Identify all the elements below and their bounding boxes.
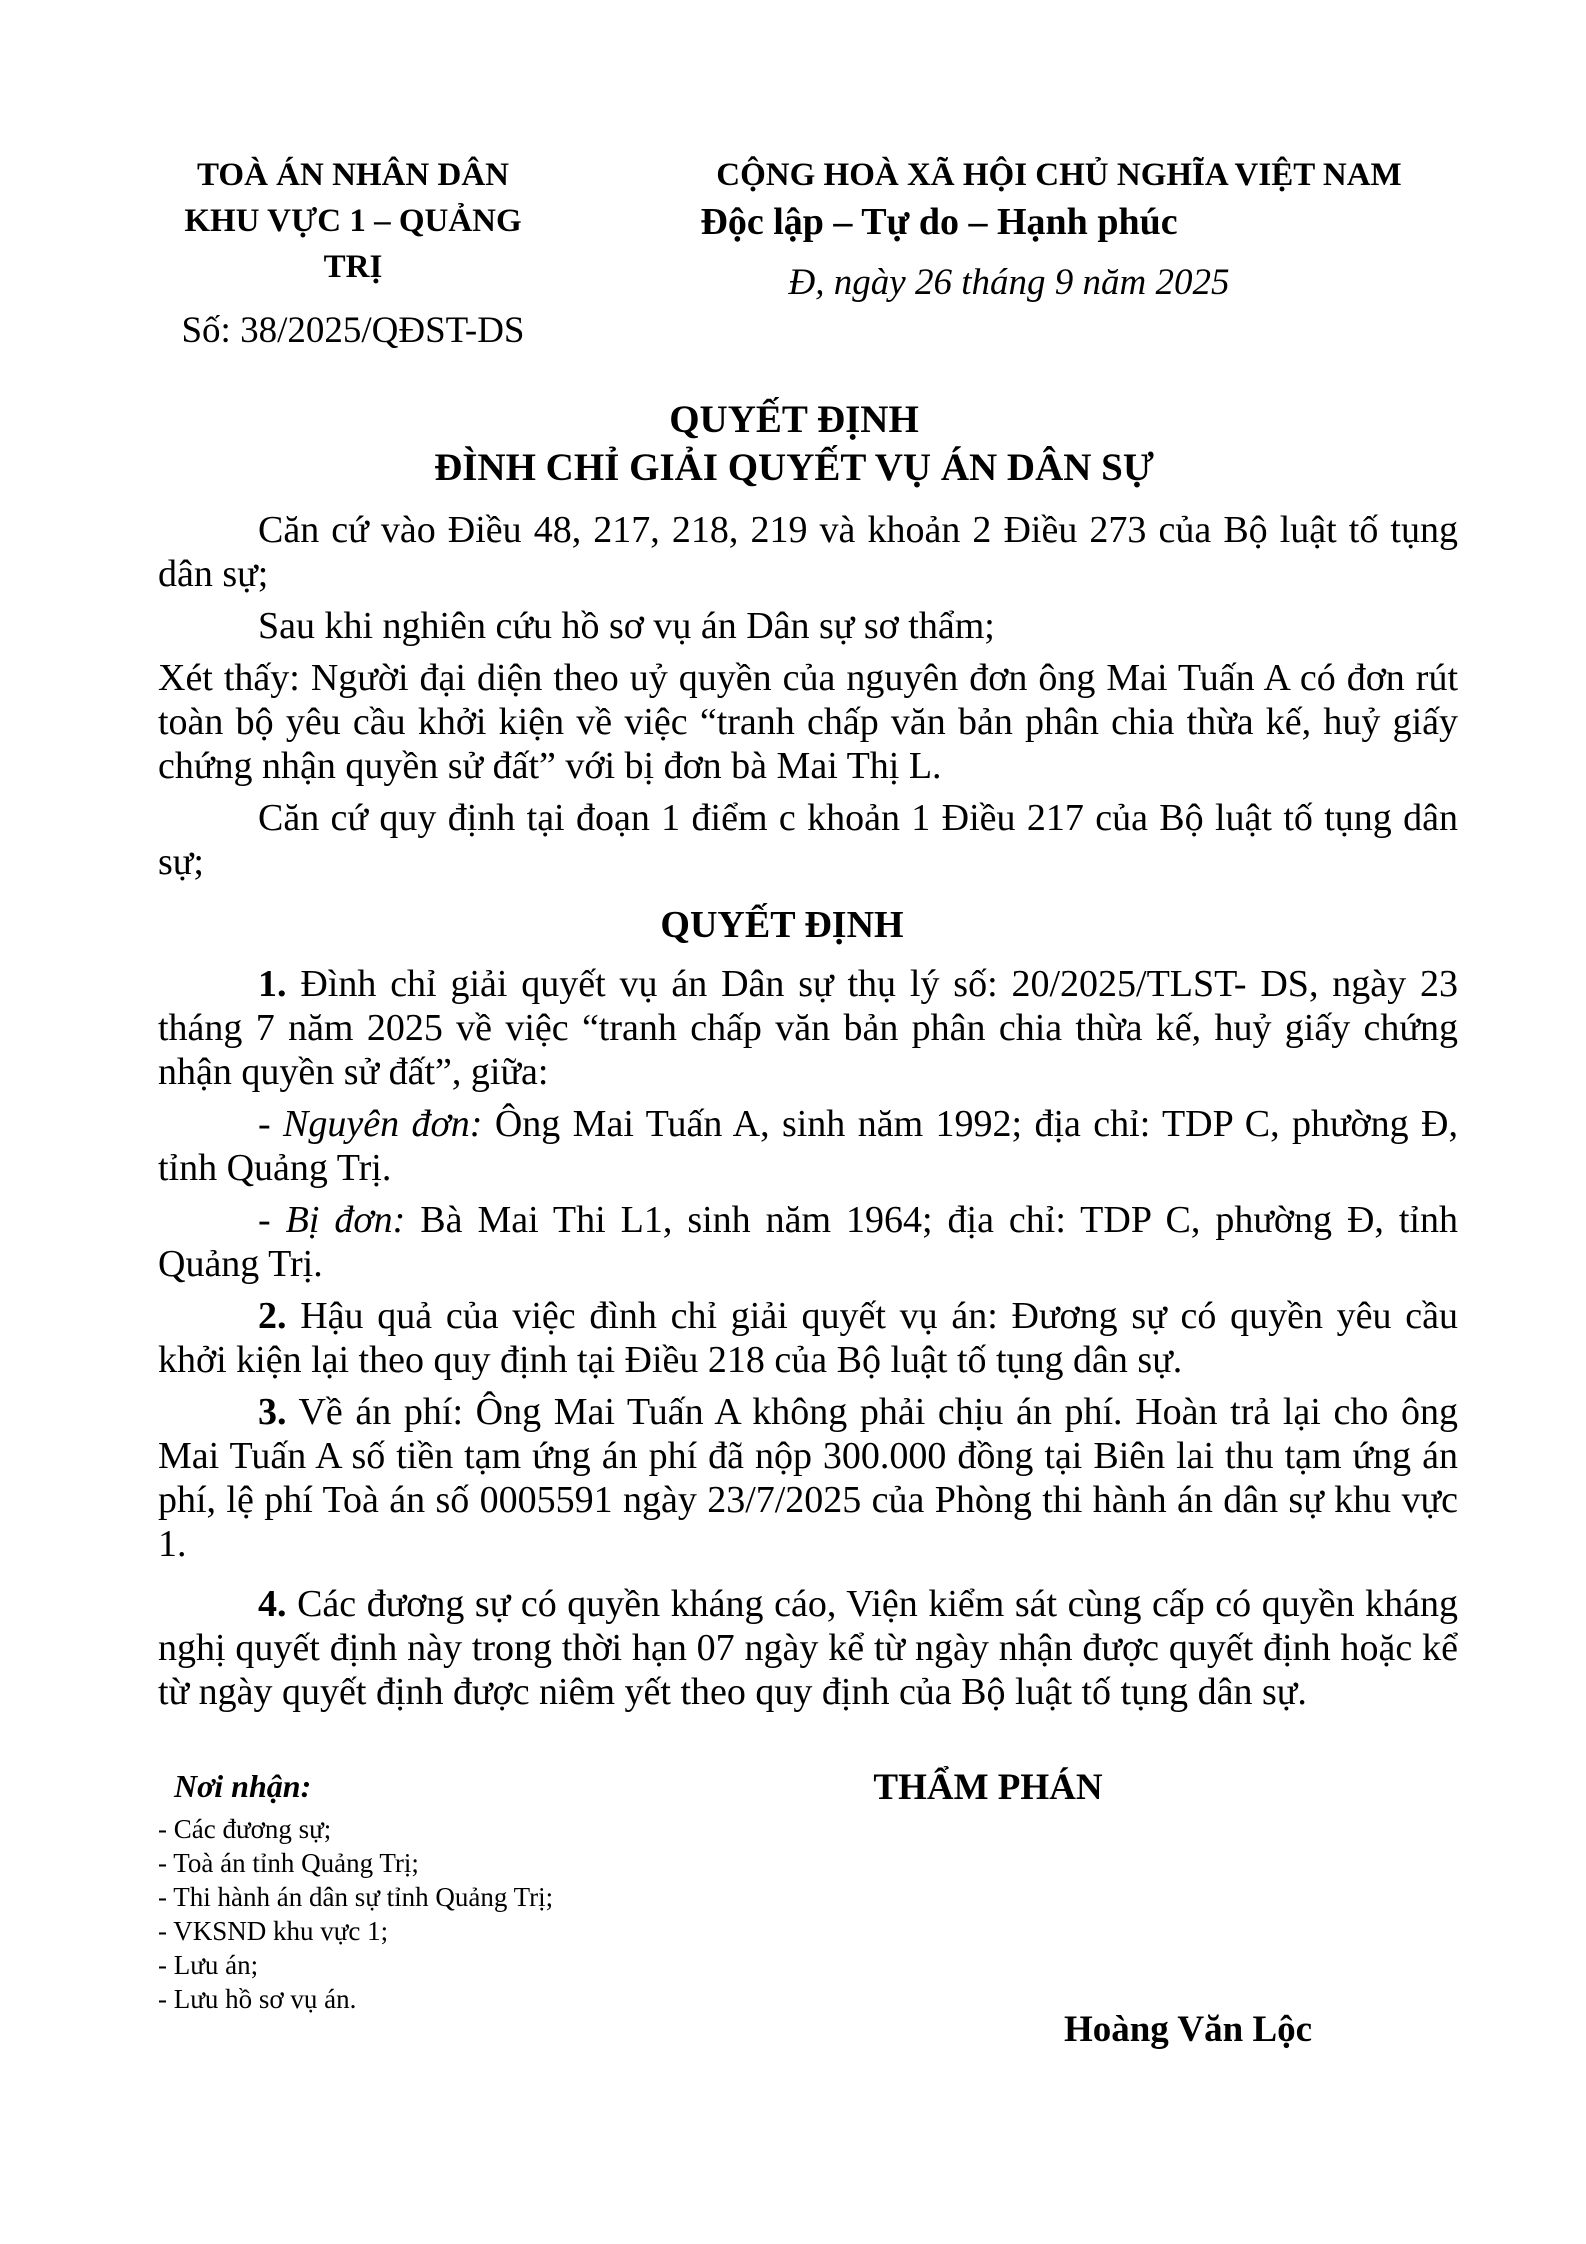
place-date-line: Đ, ngày 26 tháng 9 năm 2025 [788,262,1230,303]
decision-3-number: 3. [258,1391,287,1433]
recipient-item-6: - Lưu hồ sơ vụ án. [158,1984,357,2014]
recipient-item-4: - VKSND khu vực 1; [158,1916,389,1946]
plaintiff-dash: - [258,1103,271,1145]
paragraph-defendant [158,1198,1458,1286]
document-title-line2: ĐÌNH CHỈ GIẢI QUYẾT VỤ ÁN DÂN SỰ [434,446,1154,489]
paragraph-decision-2 [158,1294,1458,1382]
document-body [158,508,1458,1714]
decision-2-text: Hậu quả của việc đình chỉ giải quyết vụ án: Đương sự có quyền yêu cầu khởi kiện lại theo quy định tại Điều 218 của Bộ luật tố tụng dân sự. [158,1295,1459,1381]
document-number: Số: 38/2025/QĐST-DS [181,310,525,351]
decision-section-heading: QUYẾT ĐỊNH [660,904,904,946]
decision-3-text: Về án phí: Ông Mai Tuấn A không phải chịu án phí. Hoàn trả lại cho ông Mai Tuấn A số tiền tạm ứng án phí đã nộp 300.000 đồng tại Biên lai thu tạm ứng án phí, lệ phí Toà án số 0005591 ngày 23/7/2025 của Phòng thi hành án dân sự khu vực 1. [158,1391,1458,1565]
recipient-item-1: - Các đương sự; [158,1814,332,1844]
document-title-line1: QUYẾT ĐỊNH [669,398,919,441]
recipient-item-2: - Toà án tỉnh Quảng Trị; [158,1848,419,1878]
recipient-item-3: - Thi hành án dân sự tỉnh Quảng Trị; [158,1882,554,1912]
plaintiff-label: Nguyên đơn: [283,1103,483,1145]
recipients-label: Nơi nhận: [174,1768,312,1804]
decision-2-number: 2. [258,1295,287,1337]
defendant-label: Bị đơn: [285,1199,406,1241]
decision-1-number: 1. [258,963,287,1005]
document-footer [158,1766,1458,2096]
paragraph-findings: Xét thấy: Người đại diện theo uỷ quyền của nguyên đơn ông Mai Tuấn A có đơn rút toàn bộ yêu cầu khởi kiện về việc “tranh chấp văn bản phân chia thừa kế, huỷ giấy chứng nhận quyền sử đất” với bị đơn bà Mai Thị L. [158,657,1458,787]
national-motto-block [660,152,1458,306]
paragraph-legal-reference: Căn cứ quy định tại đoạn 1 điểm c khoản 1 Điều 217 của Bộ luật tố tụng dân sự; [158,797,1458,883]
recipients-list [158,1812,1458,2016]
document-title [144,396,1444,492]
recipient-item-5: - Lưu án; [158,1950,259,1980]
decision-4-number: 4. [258,1583,287,1625]
paragraph-decision-4 [158,1582,1458,1714]
judge-signature-name: Hoàng Văn Lộc [1063,2009,1313,2050]
plaintiff-text: Ông Mai Tuấn A, sinh năm 1992; địa chỉ: TDP C, phường Đ, tỉnh Quảng Trị. [158,1103,1458,1189]
judge-title: THẨM PHÁN [873,1767,1103,1808]
decision-1-text: Đình chỉ giải quyết vụ án Dân sự thụ lý số: 20/2025/TLST- DS, ngày 23 tháng 7 năm 2025 về việc “tranh chấp văn bản phân chia thừa kế, huỷ giấy chứng nhận quyền sử đất”, giữa: [158,963,1458,1093]
paragraph-decision-1 [158,962,1458,1094]
national-motto: Độc lập – Tự do – Hạnh phúc [700,201,1178,243]
document-header [158,152,1458,354]
decision-4-text: Các đương sự có quyền kháng cáo, Viện kiểm sát cùng cấp có quyền kháng nghị quyết định này trong thời hạn 07 ngày kể từ ngày nhận được quyết định hoặc kể từ ngày quyết định được niêm yết theo quy định của Bộ luật tố tụng dân sự. [158,1583,1459,1713]
defendant-dash: - [258,1199,271,1241]
paragraph-legal-basis: Căn cứ vào Điều 48, 217, 218, 219 và khoản 2 Điều 273 của Bộ luật tố tụng dân sự; [158,509,1458,595]
national-title: CỘNG HOÀ XÃ HỘI CHỦ NGHĨA VIỆT NAM [716,157,1402,193]
paragraph-case-review: Sau khi nghiên cứu hồ sơ vụ án Dân sự sơ thẩm; [258,605,995,647]
defendant-text: Bà Mai Thi L1, sinh năm 1964; địa chỉ: TDP C, phường Đ, tỉnh Quảng Trị. [158,1199,1458,1285]
paragraph-decision-3 [158,1390,1458,1566]
court-name-line1: TOÀ ÁN NHÂN DÂN [197,157,509,193]
issuing-court-block [158,152,548,354]
paragraph-plaintiff [158,1102,1458,1190]
court-name-line2: KHU VỰC 1 – QUẢNG TRỊ [184,203,522,285]
